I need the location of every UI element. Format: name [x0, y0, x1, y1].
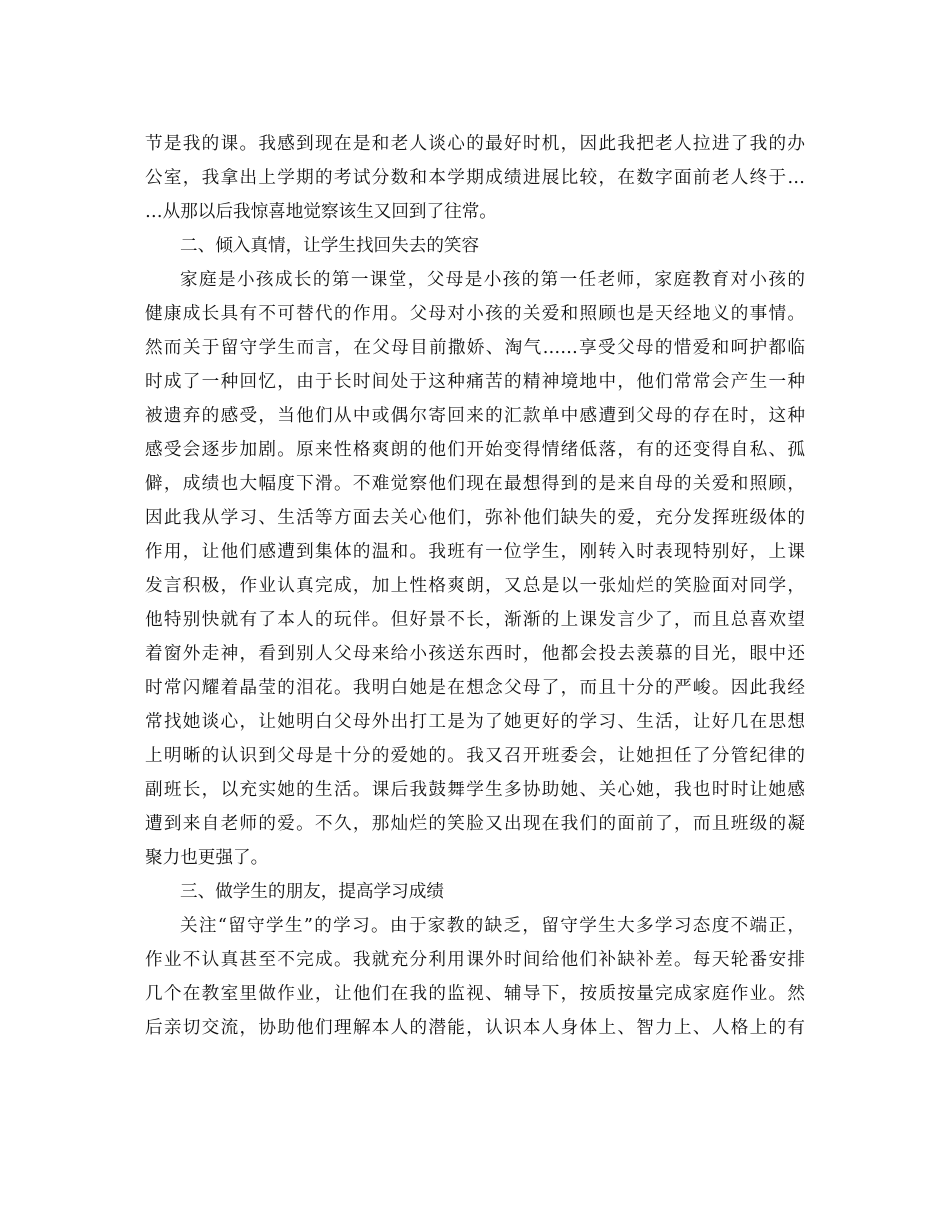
text-line: 作用，让他们感遭到集体的温和。我班有一位学生，刚转入时表现特别好，上课 [145, 542, 805, 562]
text-line: 后亲切交流，协助他们理解本人的潜能，认识本人身体上、智力上、人格上的有 [145, 1018, 805, 1038]
text-line: 发言积极，作业认真完成，加上性格爽朗，又总是以一张灿烂的笑脸面对同学， [145, 576, 805, 596]
section-heading-2: 二、倾入真情，让学生找回失去的笑容 [180, 236, 480, 256]
text-line: 上明晰的认识到父母是十分的爱她的。我又召开班委会，让她担任了分管纪律的 [145, 746, 805, 766]
text-line: 家庭是小孩成长的第一课堂，父母是小孩的第一任老师，家庭教育对小孩的 [180, 270, 805, 290]
text-line: 作业不认真甚至不完成。我就充分利用课外时间给他们补缺补差。每天轮番安排 [145, 950, 805, 970]
text-line: 公室，我拿出上学期的考试分数和本学期成绩进展比较，在数字面前老人终于… [145, 168, 805, 188]
text-line: 聚力也更强了。 [145, 848, 269, 868]
text-line: 时常闪耀着晶莹的泪花。我明白她是在想念父母了，而且十分的严峻。因此我经 [145, 678, 805, 698]
text-line: 几个在教室里做作业，让他们在我的监视、辅导下，按质按量完成家庭作业。然 [145, 984, 805, 1004]
text-line: 遭到来自老师的爱。不久，那灿烂的笑脸又出现在我们的面前了，而且班级的凝 [145, 814, 805, 834]
text-line: 关注“留守学生”的学习。由于家教的缺乏，留守学生大多学习态度不端正， [180, 916, 805, 936]
text-line: 感受会逐步加剧。原来性格爽朗的他们开始变得情绪低落，有的还变得自私、孤 [145, 440, 805, 460]
text-line: 僻，成绩也大幅度下滑。不难觉察他们现在最想得到的是来自母的关爱和照顾， [145, 474, 805, 494]
text-line: 被遗弃的感受，当他们从中或偶尔寄回来的汇款单中感遭到父母的存在时，这种 [145, 406, 805, 426]
document-body [145, 127, 805, 1045]
text-line: 节是我的课。我感到现在是和老人谈心的最好时机，因此我把老人拉进了我的办 [145, 134, 805, 154]
text-line: 常找她谈心，让她明白父母外出打工是为了她更好的学习、生活，让好几在思想 [145, 712, 805, 732]
text-line: …从那以后我惊喜地觉察该生又回到了往常。 [145, 202, 497, 222]
text-line: 然而关于留守学生而言，在父母目前撒娇、淘气……享受父母的惜爱和呵护都临 [145, 338, 805, 358]
text-line: 健康成长具有不可替代的作用。父母对小孩的关爱和照顾也是天经地义的事情。 [145, 304, 805, 324]
section-heading-3: 三、做学生的朋友，提高学习成绩 [180, 882, 444, 902]
text-line: 着窗外走神，看到别人父母来给小孩送东西时，他都会投去羡慕的目光，眼中还 [145, 644, 805, 664]
text-line: 副班长，以充实她的生活。课后我鼓舞学生多协助她、关心她，我也时时让她感 [145, 780, 805, 800]
text-line: 因此我从学习、生活等方面去关心他们，弥补他们缺失的爱，充分发挥班级体的 [145, 508, 805, 528]
text-line: 他特别快就有了本人的玩伴。但好景不长，渐渐的上课发言少了，而且总喜欢望 [145, 610, 805, 630]
text-line: 时成了一种回忆，由于长时间处于这种痛苦的精神境地中，他们常常会产生一种 [145, 372, 805, 392]
